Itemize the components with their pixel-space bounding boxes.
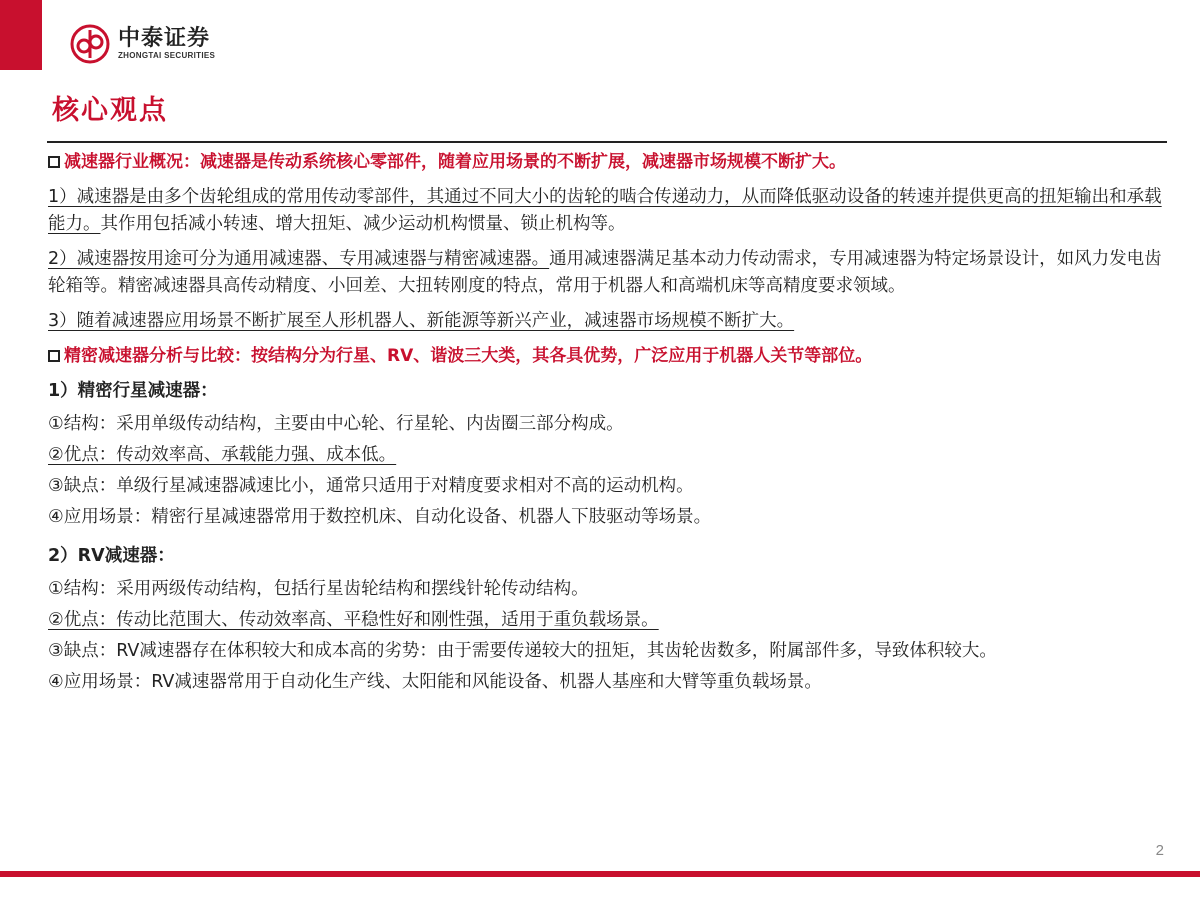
- company-logo: [70, 22, 215, 66]
- paragraph-2-underlined: 2）减速器按用途可分为通用减速器、专用减速器与精密减速器。: [48, 249, 550, 269]
- planetary-reducer-title: 1）精密行星减速器：: [48, 381, 218, 401]
- checkbox-bullet-icon: [48, 350, 60, 362]
- planetary-structure: ①结构：采用单级传动结构，主要由中心轮、行星轮、内齿圈三部分构成。: [48, 414, 624, 434]
- planetary-advantage-text: ②优点：传动效率高、承载能力强、成本低。: [48, 445, 397, 465]
- main-content: [48, 149, 1173, 700]
- paragraph-2: [48, 246, 1173, 300]
- bottom-accent-bar: [0, 871, 1200, 877]
- planetary-disadvantage: ③缺点：单级行星减速器减速比小，通常只适用于对精度要求相对不高的运动机构。: [48, 476, 694, 496]
- rv-disadvantage: ③缺点：RV减速器存在体积较大和成本高的劣势：由于需要传递较大的扭矩，其齿轮齿数多，附属部件多，导致体积较大。: [48, 641, 997, 661]
- paragraph-2-rest: 通用减速器满足基本动力传动需求，专用减速器为特定场景设计，如风力发电齿轮箱等。精密减速器具高传动精度、小回差、大扭转刚度的特点，常用于机器人和高端机床等高精度要求领域。: [48, 249, 1162, 296]
- rv-reducer-title: 2）RV减速器：: [48, 546, 175, 566]
- rv-advantage: [48, 607, 1173, 634]
- logo-name-cn: 中泰证券: [118, 26, 211, 51]
- rv-structure: ①结构：采用两级传动结构，包括行星齿轮结构和摆线针轮传动结构。: [48, 579, 589, 599]
- rv-application: ④应用场景：RV减速器常用于自动化生产线、太阳能和风能设备、机器人基座和大臂等重负载场景。: [48, 672, 822, 692]
- heading-precision-reducer: [48, 343, 1173, 370]
- logo-mark-icon: [70, 24, 110, 64]
- paragraph-1-underlined: 1）减速器是由多个齿轮组成的常用传动零部件，其通过不同大小的齿轮的啮合传递动力，从而降低驱动设备的转速并提供更高的扭矩输出和承载能力。: [48, 187, 1162, 234]
- paragraph-1: [48, 184, 1173, 238]
- section-title: 核心观点: [52, 95, 168, 126]
- left-accent-strip: [0, 0, 42, 70]
- planetary-application: ④应用场景：精密行星减速器常用于数控机床、自动化设备、机器人下肢驱动等场景。: [48, 507, 712, 527]
- rv-advantage-text: ②优点：传动比范围大、传动效率高、平稳性好和刚性强，适用于重负载场景。: [48, 610, 659, 630]
- title-divider: [47, 141, 1167, 143]
- spacer: [48, 535, 1173, 543]
- checkbox-bullet-icon: [48, 156, 60, 168]
- planetary-advantage: [48, 442, 1173, 469]
- heading-industry-overview: [48, 149, 1173, 176]
- paragraph-1-rest: 其作用包括减小转速、增大扭矩、减少运动机构惯量、锁止机构等。: [100, 214, 626, 234]
- page-number: 2: [1155, 842, 1164, 859]
- logo-text: [118, 27, 215, 61]
- logo-name-en: ZHONGTAI SECURITIES: [118, 51, 216, 60]
- paragraph-3: [48, 308, 1173, 335]
- paragraph-3-underlined: 3）随着减速器应用场景不断扩展至人形机器人、新能源等新兴产业，减速器市场规模不断扩大。: [48, 311, 795, 331]
- heading-industry-overview-text: 减速器行业概况：减速器是传动系统核心零部件，随着应用场景的不断扩展，减速器市场规模不断扩大。: [64, 152, 846, 172]
- heading-precision-reducer-text: 精密减速器分析与比较：按结构分为行星、RV、谐波三大类，其各具优势，广泛应用于机器人关节等部位。: [64, 346, 873, 366]
